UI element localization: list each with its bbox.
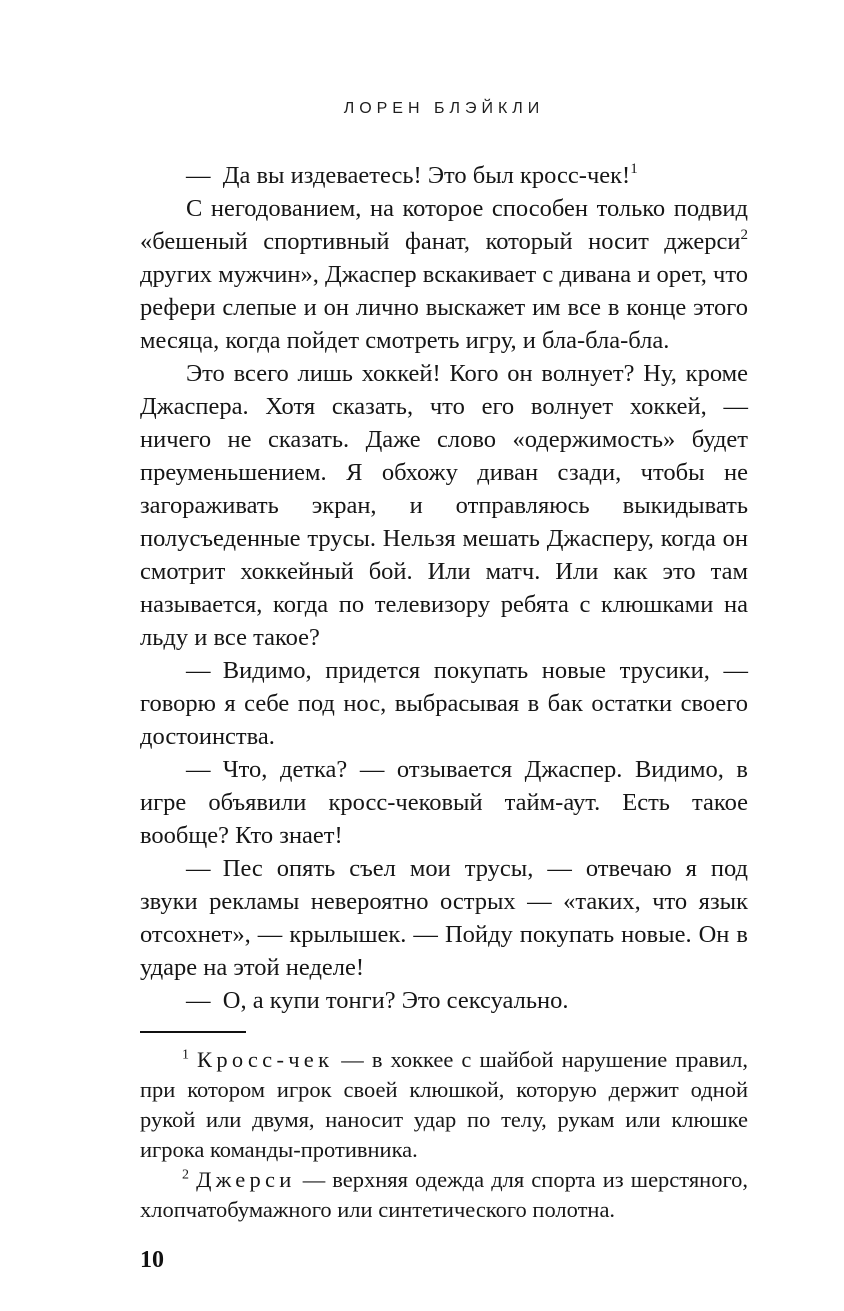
footnote-1 [140, 1045, 748, 1165]
paragraph-text: других мужчин», Джаспер вскакивает с дивана и орет, что рефери слепые и он лично выскажет им все в конце этого месяца, когда пойдет смотреть игру, и бла-бла-бла. [140, 261, 748, 354]
paragraph-dialogue-4: — Пес опять съел мои трусы, — отвечаю я под звуки рекламы невероятно острых — «таких, что язык отсохнет», — крылышек. — Пойду покупать новые. Он в ударе на этой неделе! [140, 855, 748, 981]
footnote-text: — верхняя одежда для спорта из шерстяного, хлопчатобумажного или синтетического полотна. [140, 1167, 749, 1222]
footnote-term: Кросс-чек [197, 1047, 334, 1072]
footnote-marker-2: 2 [182, 1167, 189, 1183]
paragraph-narration-2: Это всего лишь хоккей! Кого он волнует? Ну, кроме Джаспера. Хотя сказать, что его волнует хоккей, — ничего не сказать. Даже слово «одержимость» будет преуменьшением. Я обхожу диван сзади, чтобы не загораживать экран, и отправляюсь выкидывать полусъеденные трусы. Нельзя мешать Джасперу, когда он смотрит хоккейный бой. Или матч. Или как это там называется, когда по телевизору ребята с клюшками на льду и все такое? [140, 360, 748, 651]
footnote-2 [140, 1165, 748, 1225]
paragraph-text: С негодованием, на которое способен только подвид «бешеный спортивный фанат, который носит джерси [140, 195, 748, 255]
footnotes-section [140, 1031, 748, 1225]
footnote-separator [140, 1031, 246, 1033]
paragraph-dialogue-2: — Видимо, придется покупать новые трусики, — говорю я себе под нос, выбрасывая в бак остатки своего достоинства. [140, 657, 748, 750]
paragraph-text: — Да вы издеваетесь! Это был кросс-чек! [186, 162, 631, 189]
paragraph-dialogue-1 [140, 159, 748, 192]
paragraph-narration-1 [140, 192, 748, 357]
footnote-term: Джерси [196, 1167, 296, 1192]
running-head: ЛОРЕН БЛЭЙКЛИ [343, 100, 545, 117]
page-number: 10 [140, 1247, 164, 1273]
footnote-reference-2: 2 [740, 226, 748, 243]
body-text [140, 159, 748, 1017]
footnote-text: — в хоккее с шайбой нарушение правил, при котором игрок своей клюшкой, которую держит одной рукой или двумя, наносит удар по телу, рукам или клюшке игрока команды-противника. [140, 1047, 749, 1162]
paragraph-dialogue-5: — О, а купи тонги? Это сексуально. [186, 987, 569, 1014]
paragraph-dialogue-3: — Что, детка? — отзывается Джаспер. Видимо, в игре объявили кросс-чековый тайм-аут. Есть такое вообще? Кто знает! [140, 756, 748, 849]
footnote-reference-1: 1 [630, 160, 638, 177]
footnote-marker-1: 1 [182, 1047, 189, 1063]
